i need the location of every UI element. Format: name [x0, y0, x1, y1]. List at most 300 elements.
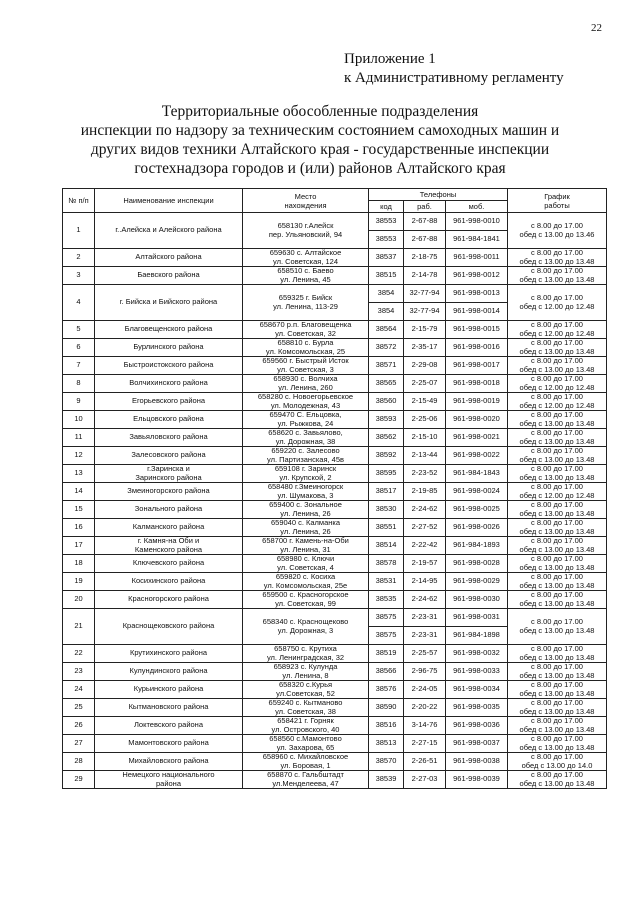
phone-mobile-cell: 961-998-0018: [446, 375, 508, 393]
schedule-cell: [508, 213, 607, 249]
schedule-line: обед с 13.00 до 14.0: [521, 760, 593, 770]
schedule-line: с 8.00 до 17.00: [531, 554, 583, 564]
phone-code-cell: 38575: [369, 609, 404, 627]
address-line: 658280 с. Новоегорьевское: [257, 392, 354, 402]
schedule-line: с 8.00 до 17.00: [531, 248, 583, 258]
address-line: ул. Рыжкова, 24: [277, 418, 334, 428]
table-row: [63, 213, 607, 231]
address-line: ул. Советская, 4: [277, 562, 334, 572]
table-row: [63, 771, 607, 789]
phone-code-cell: 38537: [369, 249, 404, 267]
phone-work-cell: 2-24-62: [404, 501, 446, 519]
schedule-cell: [508, 645, 607, 663]
inspection-name-line: Крутихинского района: [129, 648, 208, 658]
header-location: [243, 189, 369, 213]
address-cell: [243, 339, 369, 357]
address-cell: [243, 321, 369, 339]
table-row: [63, 645, 607, 663]
address-cell: [243, 213, 369, 249]
schedule-line: с 8.00 до 17.00: [531, 617, 583, 627]
inspection-name-cell: [95, 753, 243, 771]
phone-mobile-cell: 961-998-0031: [446, 609, 508, 627]
phone-work-cell: 2-15-79: [404, 321, 446, 339]
inspections-table: [62, 188, 607, 789]
inspection-name-cell: [95, 357, 243, 375]
address-line: ул. Островского, 40: [271, 724, 340, 734]
inspection-name-cell: [95, 465, 243, 483]
address-line: ул. Крупской, 2: [279, 472, 332, 482]
address-line: 659630 с. Алтайское: [269, 248, 342, 258]
inspection-name-line: Каменского района: [134, 544, 203, 554]
inspection-name-line: г. Камня-на Оби и: [137, 536, 200, 546]
schedule-line: обед с 13.00 до 13.48: [519, 562, 595, 572]
header-schedule: [508, 189, 607, 213]
inspection-name-cell: [95, 411, 243, 429]
phone-code-cell: 38571: [369, 357, 404, 375]
schedule-line: обед с 13.00 до 13.48: [519, 544, 595, 554]
appendix-caption: [344, 50, 564, 88]
inspection-name-line: Змеиногорского района: [127, 486, 210, 496]
schedule-line: с 8.00 до 17.00: [531, 716, 583, 726]
phone-work-cell: 3-14-76: [404, 717, 446, 735]
address-cell: [243, 573, 369, 591]
address-line: 659220 с. Залесово: [271, 446, 340, 456]
phone-work-cell: 2-22-42: [404, 537, 446, 555]
schedule-line: с 8.00 до 17.00: [531, 662, 583, 672]
address-cell: [243, 429, 369, 447]
phone-mobile-cell: 961-998-0012: [446, 267, 508, 285]
row-number-cell: 15: [63, 501, 95, 519]
header-schedule-line: работы: [544, 200, 570, 210]
phone-work-cell: 2-18-75: [404, 249, 446, 267]
inspection-name-line: Ключевского района: [132, 558, 205, 568]
row-number-cell: 10: [63, 411, 95, 429]
address-cell: [243, 393, 369, 411]
phone-work-cell: 2-24-05: [404, 681, 446, 699]
phone-mobile-cell: 961-984-1843: [446, 465, 508, 483]
phone-work-cell: 2-15-49: [404, 393, 446, 411]
schedule-cell: [508, 717, 607, 735]
table-row: [63, 339, 607, 357]
inspection-name-line: Залесовского района: [131, 450, 206, 460]
inspection-name-cell: [95, 609, 243, 645]
table-row: [63, 519, 607, 537]
inspection-name-cell: [95, 555, 243, 573]
schedule-cell: [508, 339, 607, 357]
row-number-cell: 22: [63, 645, 95, 663]
inspection-name-cell: [95, 537, 243, 555]
phone-mobile-cell: 961-998-0011: [446, 249, 508, 267]
address-line: ул. Ленина, 113-29: [273, 301, 338, 311]
schedule-line: с 8.00 до 17.00: [531, 500, 583, 510]
schedule-line: обед с 13.00 до 13.48: [519, 436, 595, 446]
schedule-line: обед с 13.00 до 13.48: [519, 598, 595, 608]
title-line-2: инспекции по надзору за техническим состоянием самоходных машин и: [80, 122, 560, 139]
schedule-cell: [508, 285, 607, 321]
inspection-name-line: г..Алейска и Алейского района: [115, 225, 222, 235]
inspection-name-line: Быстроистокского района: [123, 360, 214, 370]
schedule-cell: [508, 699, 607, 717]
phone-code-cell: 38530: [369, 501, 404, 519]
schedule-line: обед с 13.00 до 13.48: [519, 364, 595, 374]
address-cell: [243, 609, 369, 645]
schedule-line: обед с 13.00 до 13.48: [519, 454, 595, 464]
schedule-line: с 8.00 до 17.00: [531, 572, 583, 582]
title-line-1: Территориальные обособленные подразделения: [161, 103, 479, 120]
address-line: 659470 С. Ельцовка,: [269, 410, 342, 420]
address-line: 658670 р.п. Благовещенка: [259, 320, 352, 330]
inspection-name-line: Краснощековского района: [122, 621, 215, 631]
inspection-name-line: Курьинского района: [133, 684, 204, 694]
header-location-line: нахождения: [284, 200, 327, 210]
schedule-line: с 8.00 до 17.00: [531, 680, 583, 690]
inspection-name-line: Калманского района: [132, 522, 205, 532]
phone-code-cell: 38566: [369, 663, 404, 681]
address-line: ул. Шумакова, 3: [277, 490, 334, 500]
address-line: 658700 г. Камень-на-Оби: [262, 536, 349, 546]
row-number-cell: 29: [63, 771, 95, 789]
inspection-name-line: Косихинского района: [131, 576, 206, 586]
phone-work-cell: 32-77-94: [404, 303, 446, 321]
address-cell: [243, 357, 369, 375]
table-row: [63, 735, 607, 753]
phone-mobile-cell: 961-998-0028: [446, 555, 508, 573]
schedule-line: обед с 12.00 до 12.48: [519, 382, 595, 392]
row-number-cell: 12: [63, 447, 95, 465]
schedule-line: обед с 13.00 до 13.48: [519, 472, 595, 482]
address-cell: [243, 753, 369, 771]
phone-code-cell: 38592: [369, 447, 404, 465]
inspection-name-cell: [95, 375, 243, 393]
phone-code-cell: 38578: [369, 555, 404, 573]
inspection-name-cell: [95, 213, 243, 249]
schedule-cell: [508, 501, 607, 519]
address-line: ул. Ленина, 26: [280, 526, 331, 536]
address-line: 658130 г.Алейск: [277, 221, 334, 231]
row-number-cell: 2: [63, 249, 95, 267]
phone-mobile-cell: 961-998-0029: [446, 573, 508, 591]
phone-work-cell: 2-27-03: [404, 771, 446, 789]
phone-mobile-cell: 961-998-0030: [446, 591, 508, 609]
address-cell: [243, 591, 369, 609]
phone-code-cell: 38575: [369, 627, 404, 645]
schedule-line: с 8.00 до 17.00: [531, 410, 583, 420]
row-number-cell: 28: [63, 753, 95, 771]
phone-code-cell: 38516: [369, 717, 404, 735]
phone-code-cell: 38515: [369, 267, 404, 285]
address-cell: [243, 663, 369, 681]
schedule-line: с 8.00 до 17.00: [531, 698, 583, 708]
phone-work-cell: 2-35-17: [404, 339, 446, 357]
schedule-line: обед с 13.00 до 13.48: [519, 778, 595, 788]
schedule-cell: [508, 609, 607, 645]
address-line: ул. Ленина, 26: [280, 508, 331, 518]
address-line: 658960 с. Михайловское: [262, 752, 349, 762]
phone-mobile-cell: 961-998-0019: [446, 393, 508, 411]
table-row: [63, 591, 607, 609]
address-line: ул. Советская, 124: [273, 256, 338, 266]
row-number-cell: 25: [63, 699, 95, 717]
schedule-cell: [508, 357, 607, 375]
table-body: [63, 213, 607, 789]
phone-mobile-cell: 961-998-0016: [446, 339, 508, 357]
address-line: ул. Партизанская, 45в: [267, 454, 344, 464]
schedule-line: с 8.00 до 17.00: [531, 221, 583, 231]
inspection-name-cell: [95, 339, 243, 357]
schedule-line: обед с 12.00 до 12.48: [519, 328, 595, 338]
schedule-line: с 8.00 до 17.00: [531, 482, 583, 492]
header-work: раб.: [404, 201, 446, 213]
address-line: ул. Ленина, 31: [280, 544, 331, 554]
table-row: [63, 447, 607, 465]
table-row: [63, 357, 607, 375]
schedule-line: обед с 13.00 до 13.48: [519, 580, 595, 590]
address-cell: [243, 519, 369, 537]
schedule-cell: [508, 753, 607, 771]
phone-mobile-cell: 961-984-1841: [446, 231, 508, 249]
schedule-line: обед с 13.00 до 13.48: [519, 526, 595, 536]
schedule-line: обед с 12.00 до 12.48: [519, 490, 595, 500]
inspection-name-cell: [95, 717, 243, 735]
address-line: 659560 г. Быстрый Исток: [262, 356, 349, 366]
phone-code-cell: 38551: [369, 519, 404, 537]
phone-code-cell: 38590: [369, 699, 404, 717]
inspection-name-cell: [95, 267, 243, 285]
schedule-line: обед с 13.00 до 13.48: [519, 688, 595, 698]
phone-work-cell: 2-19-85: [404, 483, 446, 501]
row-number-cell: 21: [63, 609, 95, 645]
phone-code-cell: 38593: [369, 411, 404, 429]
phone-code-cell: 38562: [369, 429, 404, 447]
schedule-line: с 8.00 до 17.00: [531, 293, 583, 303]
row-number-cell: 19: [63, 573, 95, 591]
address-cell: [243, 465, 369, 483]
table-row: [63, 717, 607, 735]
phone-code-cell: 38514: [369, 537, 404, 555]
schedule-cell: [508, 411, 607, 429]
address-line: 658340 с. Краснощеково: [262, 617, 349, 627]
phone-mobile-cell: 961-998-0017: [446, 357, 508, 375]
address-line: ул. Ленина, 8: [282, 670, 329, 680]
table-row: [63, 573, 607, 591]
table-row: [63, 663, 607, 681]
inspection-name-cell: [95, 573, 243, 591]
table-row: [63, 609, 607, 627]
inspection-name-line: Алтайского района: [135, 252, 202, 262]
address-line: ул. Советская, 32: [275, 328, 336, 338]
phone-work-cell: 32-77-94: [404, 285, 446, 303]
table-row: [63, 501, 607, 519]
phone-code-cell: 38535: [369, 591, 404, 609]
schedule-line: с 8.00 до 17.00: [531, 464, 583, 474]
phone-work-cell: 2-25-57: [404, 645, 446, 663]
table-row: [63, 465, 607, 483]
phone-code-cell: 38539: [369, 771, 404, 789]
schedule-line: обед с 13.00 до 13.48: [519, 724, 595, 734]
schedule-cell: [508, 681, 607, 699]
schedule-line: с 8.00 до 17.00: [531, 590, 583, 600]
inspection-name-line: г.Заринска и: [147, 464, 190, 474]
header-mobile: моб.: [446, 201, 508, 213]
table-row: [63, 321, 607, 339]
phone-code-cell: 38517: [369, 483, 404, 501]
schedule-line: обед с 13.00 до 13.48: [519, 418, 595, 428]
address-line: 659240 с. Кытманово: [268, 698, 343, 708]
phone-mobile-cell: 961-998-0025: [446, 501, 508, 519]
table-row: [63, 699, 607, 717]
phone-mobile-cell: 961-998-0013: [446, 285, 508, 303]
schedule-line: с 8.00 до 17.00: [531, 734, 583, 744]
inspection-name-cell: [95, 663, 243, 681]
row-number-cell: 17: [63, 537, 95, 555]
phone-work-cell: 2-67-88: [404, 213, 446, 231]
phone-work-cell: 2-19-57: [404, 555, 446, 573]
inspection-name-cell: [95, 591, 243, 609]
inspection-name-cell: [95, 429, 243, 447]
address-cell: [243, 375, 369, 393]
phone-code-cell: 3854: [369, 285, 404, 303]
table-row: [63, 267, 607, 285]
address-line: 658620 с. Завьялово,: [268, 428, 343, 438]
schedule-line: обед с 13.00 до 13.48: [519, 670, 595, 680]
phone-work-cell: 2-25-06: [404, 411, 446, 429]
inspection-name-line: Егорьевского района: [131, 396, 206, 406]
address-cell: [243, 537, 369, 555]
phone-code-cell: 3854: [369, 303, 404, 321]
address-line: пер. Ульяновский, 94: [268, 229, 343, 239]
phone-mobile-cell: 961-998-0021: [446, 429, 508, 447]
table-row: [63, 537, 607, 555]
phone-work-cell: 2-96-75: [404, 663, 446, 681]
table-row: [63, 483, 607, 501]
address-cell: [243, 735, 369, 753]
schedule-cell: [508, 249, 607, 267]
table-row: [63, 555, 607, 573]
title-line-4: гостехнадзора городов и (или) районов Алтайского края: [134, 160, 506, 177]
phone-work-cell: 2-67-88: [404, 231, 446, 249]
schedule-line: с 8.00 до 17.00: [531, 536, 583, 546]
phone-mobile-cell: 961-998-0024: [446, 483, 508, 501]
phone-code-cell: 38595: [369, 465, 404, 483]
schedule-line: обед с 13.00 до 13.48: [519, 706, 595, 716]
inspection-name-line: Волчихинского района: [129, 378, 208, 388]
row-number-cell: 27: [63, 735, 95, 753]
phone-code-cell: 38531: [369, 573, 404, 591]
phone-code-cell: 38576: [369, 681, 404, 699]
phone-work-cell: 2-25-07: [404, 375, 446, 393]
row-number-cell: 3: [63, 267, 95, 285]
inspection-name-line: Локтевского района: [133, 720, 203, 730]
inspection-name-line: Бурлинского района: [133, 342, 204, 352]
schedule-line: обед с 13.00 до 13.48: [519, 256, 595, 266]
schedule-cell: [508, 771, 607, 789]
schedule-line: с 8.00 до 17.00: [531, 392, 583, 402]
inspection-name-line: Заринского района: [135, 472, 202, 482]
phone-code-cell: 38553: [369, 231, 404, 249]
schedule-cell: [508, 321, 607, 339]
address-line: 659500 с. Красногорское: [262, 590, 349, 600]
address-line: 658930 с. Волчиха: [273, 374, 338, 384]
schedule-cell: [508, 591, 607, 609]
phone-work-cell: 2-13-44: [404, 447, 446, 465]
phone-mobile-cell: 961-998-0037: [446, 735, 508, 753]
header-phones: Телефоны: [369, 189, 508, 201]
address-line: ул. Боровая, 1: [280, 760, 331, 770]
schedule-line: обед с 12.00 до 12.48: [519, 301, 595, 311]
address-cell: [243, 555, 369, 573]
appendix-line-2: к Административному регламенту: [344, 70, 564, 86]
phone-mobile-cell: 961-998-0014: [446, 303, 508, 321]
inspection-name-line: Завьяловского района: [129, 432, 208, 442]
page-number: 22: [591, 22, 602, 34]
phone-mobile-cell: 961-984-1893: [446, 537, 508, 555]
schedule-line: с 8.00 до 17.00: [531, 266, 583, 276]
schedule-line: обед с 12.00 до 12.48: [519, 400, 595, 410]
table-row: [63, 429, 607, 447]
phone-code-cell: 38572: [369, 339, 404, 357]
phone-mobile-cell: 961-998-0038: [446, 753, 508, 771]
inspection-name-line: Немецкого национального: [122, 770, 215, 780]
address-cell: [243, 645, 369, 663]
inspection-name-line: Ельцовского района: [133, 414, 204, 424]
phone-work-cell: 2-14-78: [404, 267, 446, 285]
schedule-cell: [508, 465, 607, 483]
address-cell: [243, 249, 369, 267]
phone-mobile-cell: 961-998-0010: [446, 213, 508, 231]
address-cell: [243, 411, 369, 429]
row-number-cell: 20: [63, 591, 95, 609]
header-num: № п/п: [63, 189, 95, 213]
inspection-name-line: района: [155, 778, 182, 788]
inspection-name-line: Красногорского района: [128, 594, 209, 604]
row-number-cell: 7: [63, 357, 95, 375]
header-name: Наименование инспекции: [95, 189, 243, 213]
address-cell: [243, 267, 369, 285]
schedule-line: с 8.00 до 17.00: [531, 446, 583, 456]
row-number-cell: 18: [63, 555, 95, 573]
schedule-cell: [508, 267, 607, 285]
row-number-cell: 4: [63, 285, 95, 321]
inspection-name-cell: [95, 771, 243, 789]
row-number-cell: 24: [63, 681, 95, 699]
schedule-cell: [508, 537, 607, 555]
phone-code-cell: 38570: [369, 753, 404, 771]
inspection-name-cell: [95, 393, 243, 411]
address-line: ул. Советская, 3: [277, 364, 334, 374]
schedule-line: обед с 13.00 до 13.48: [519, 625, 595, 635]
phone-work-cell: 2-26-51: [404, 753, 446, 771]
schedule-cell: [508, 555, 607, 573]
row-number-cell: 9: [63, 393, 95, 411]
phone-work-cell: 2-23-52: [404, 465, 446, 483]
phone-mobile-cell: 961-998-0034: [446, 681, 508, 699]
schedule-line: с 8.00 до 17.00: [531, 644, 583, 654]
address-line: 659820 с. Косиха: [275, 572, 336, 582]
schedule-line: с 8.00 до 17.00: [531, 320, 583, 330]
schedule-cell: [508, 483, 607, 501]
schedule-cell: [508, 447, 607, 465]
address-line: 658480 г.Змеиногорск: [267, 482, 344, 492]
address-line: ул. Молодежная, 43: [270, 400, 341, 410]
address-line: ул. Советская, 99: [275, 598, 336, 608]
inspection-name-line: Зонального района: [134, 504, 203, 514]
row-number-cell: 16: [63, 519, 95, 537]
phone-code-cell: 38560: [369, 393, 404, 411]
schedule-line: с 8.00 до 17.00: [531, 338, 583, 348]
address-line: 658810 с. Бурла: [277, 338, 334, 348]
address-line: ул.Менделеева, 47: [272, 778, 339, 788]
schedule-line: обед с 13.00 до 13.48: [519, 274, 595, 284]
